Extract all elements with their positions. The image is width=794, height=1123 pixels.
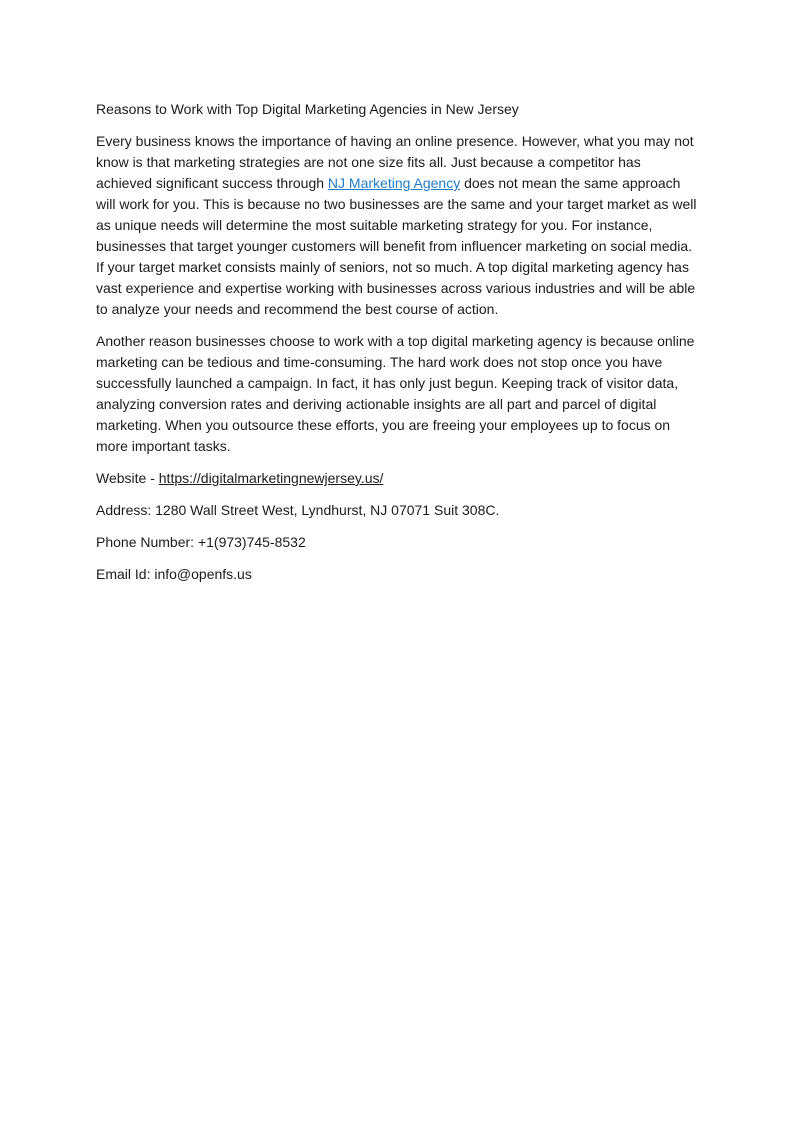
website-line (96, 468, 697, 489)
paragraph-intro-text-before: Every business knows the importance of having an online presence. However, what you may not know is that marketing strategies are not one size fits all. Just because a competitor has achieved significant success through (96, 133, 694, 191)
paragraph-intro-text-after: does not mean the same approach will work for you. This is because no two businesses are the same and your target market as well as unique needs will determine the most suitable marketing strategy for you. For instance, businesses that target younger customers will benefit from influencer marketing on social media. If your target market consists mainly of seniors, not so much. A top digital marketing agency has vast experience and expertise working with businesses across various industries and will be able to analyze your needs and recommend the best course of action. (96, 175, 697, 317)
address-line: Address: 1280 Wall Street West, Lyndhurst, NJ 07071 Suit 308C. (96, 502, 500, 518)
email-line: Email Id: info@openfs.us (96, 566, 252, 582)
paragraph-outsourcing: Another reason businesses choose to work with a top digital marketing agency is because online marketing can be tedious and time-consuming. The hard work does not stop once you have successfully launched a campaign. In fact, it has only just begun. Keeping track of visitor data, analyzing conversion rates and deriving actionable insights are all part and parcel of digital marketing. When you outsource these efforts, you are freeing your employees up to focus on more important tasks. (96, 333, 695, 454)
document-title: Reasons to Work with Top Digital Marketing Agencies in New Jersey (96, 101, 519, 117)
nj-marketing-agency-link[interactable]: NJ Marketing Agency (327, 175, 461, 191)
website-link[interactable]: https://digitalmarketingnewjersey.us/ (158, 470, 384, 486)
website-label: Website - (96, 470, 159, 486)
phone-line: Phone Number: +1(973)745-8532 (96, 534, 306, 550)
paragraph-intro (96, 131, 697, 320)
